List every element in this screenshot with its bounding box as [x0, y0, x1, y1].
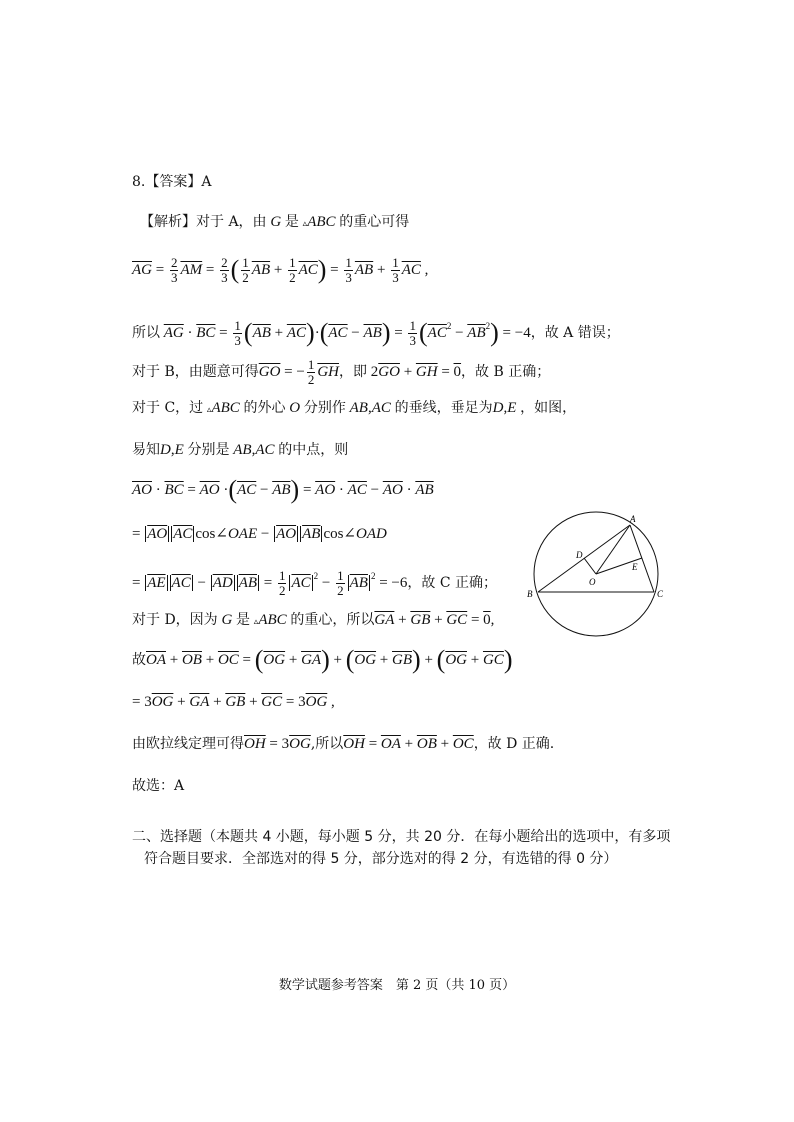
option-b-analysis: 对于 B，由题意可得$\overline{GO}$ = − $\frac{1}{2}$ $\overline{GH}$，即 $2\overline{GO} + \overline{GH} = 0$，故 B 正确； [132, 357, 551, 387]
text-span: 对于 B，由题意可得 [132, 363, 259, 380]
text-span: 对于 A，由 [196, 214, 267, 230]
text-span: ，故 B 正确； [461, 363, 551, 380]
text-span: 由欧拉线定理可得 [132, 736, 244, 752]
text-span: 的垂线，垂足为 [394, 400, 493, 416]
segment-AO [596, 525, 630, 574]
label-A: A [630, 514, 636, 524]
euler-line: 由欧拉线定理可得$\overline{OH} = 3\overline{OG}$,所以$\overline{OH} = \overline{OA} + \overline{OB} + \overline{OC}$，故 D 正确. [132, 736, 555, 752]
text-span: 的外心 [243, 400, 286, 416]
text-span: 故 [132, 652, 146, 668]
text-span: 分别作 [303, 400, 346, 416]
equation-C-result: = $\overline{AE}$ $\overline{AC} - \overline{AD}$ $\overline{AB}$ = $\frac{1}{2}$ $\overline{AC}$ $^2$ − $\frac{1}{2}$ $\overline{AB}$ $^2$ = −6，故 C 正确； [132, 568, 497, 599]
equation-cos-form: = $\overline{AO}$ $\overline{AC}$ cos∠OAE − $\overline{AO}$ $\overline{AB}$ cos∠OAD [132, 526, 387, 542]
analysis-tag: 【解析】 [140, 214, 196, 230]
option-c-line2: 易知D,E 分别是 AB,AC 的中点，则 [132, 442, 349, 458]
text-span: 对于 D，因为 [132, 612, 218, 628]
text-span: 易知 [132, 442, 160, 458]
math-triangle-ABC: ▵ABC [302, 214, 336, 230]
text-span: 是 [284, 214, 299, 230]
text-span: 的重心，所以 [290, 612, 375, 628]
equation-AG: $\overline{AG}$ = $\frac{2}{3}$ $\overline{AM}$ = $\frac{2}{3}$ ( $\frac{1}{2}$ $\overline{AB}$ + $\frac{1}{2}$ $\overline{AC}$) = $\frac{1}{3}$ $\overline{AB}$ + $\frac{1}{3}$ $\overline{AC}$ , [132, 254, 429, 285]
section-title-line1: 二、选择题（本题共 4 小题，每小题 5 分，共 20 分．在每小题给出的选项中，有多项 [132, 829, 671, 845]
text-span: 分别是 [187, 442, 230, 458]
math-G: G [266, 214, 285, 230]
text-span: 对于 C，过 [132, 400, 204, 416]
circle-geometry-figure [524, 508, 674, 638]
option-d-analysis: 对于 D，因为 G 是 ▵ABC 的重心，所以$\overline{GA} + \overline{GB} + \overline{GC} = 0$, [132, 612, 495, 628]
label-O: O [589, 577, 596, 587]
analysis-intro [140, 212, 409, 233]
text-span: ，故 D 正确. [473, 736, 555, 752]
text-span: 是 [236, 612, 251, 628]
text-span: ，故 C 正确； [407, 575, 497, 591]
conclusion: 故选：A [132, 778, 185, 794]
text-span: 的重心可得 [339, 214, 410, 230]
label-C: C [657, 589, 664, 599]
text-span: ,所以 [310, 736, 344, 752]
equation-AO-dot-BC: $\overline{AO} \cdot \overline{BC} = \overline{AO} \cdot(\overline{AC} - \overline{AB}) = \overline{AO} \cdot \overline{AC} - \overline{AO} \cdot \overline{AB}$ [132, 475, 434, 504]
segment-OD [584, 558, 596, 574]
answer-heading: 8.【答案】A [132, 174, 212, 190]
text-span: 的中点，则 [278, 442, 349, 458]
label-B: B [527, 589, 533, 599]
text-span: ，即 [339, 363, 368, 380]
option-c-line1: 对于 C，过 ▵ABC 的外心 O 分别作 AB,AC 的垂线，垂足为D,E ，如图， [132, 400, 577, 416]
section-title-line2: 符合题目要求．全部选对的得 5 分，部分选对的得 2 分，有选错的得 0 分） [144, 851, 618, 867]
text-span: ，故 A 错误； [530, 325, 620, 341]
text-span: ，如图， [520, 400, 577, 416]
label-E: E [632, 562, 638, 572]
equation-3OG: = $3\overline{OG} + \overline{GA} + \overline{GB} + \overline{GC} = 3\overline{OG}$ , [132, 694, 335, 710]
equation-AG-dot-BC: 所以 $\overline{AG} \cdot \overline{BC}$ = $\frac{1}{3}$ $(\overline{AB} + \overline{AC})\cdot(\overline{AC} - \overline{AB})$ = $\frac{1}{3}$ $(\overline{AC}^2 - \overline{AB}^2) = -4$，故 A 错误； [132, 318, 620, 349]
equation-OA-sum: 故$\overline{OA} + \overline{OB} + \overline{OC} = (\overline{OG} + \overline{GA}) + (\overline{OG} + \overline{GB}) + (\overline{OG} + \overline{GC})$ [132, 645, 513, 674]
page-footer: 数学试题参考答案 第 2 页（共 10 页） [278, 978, 516, 993]
label-D: D [576, 550, 583, 560]
